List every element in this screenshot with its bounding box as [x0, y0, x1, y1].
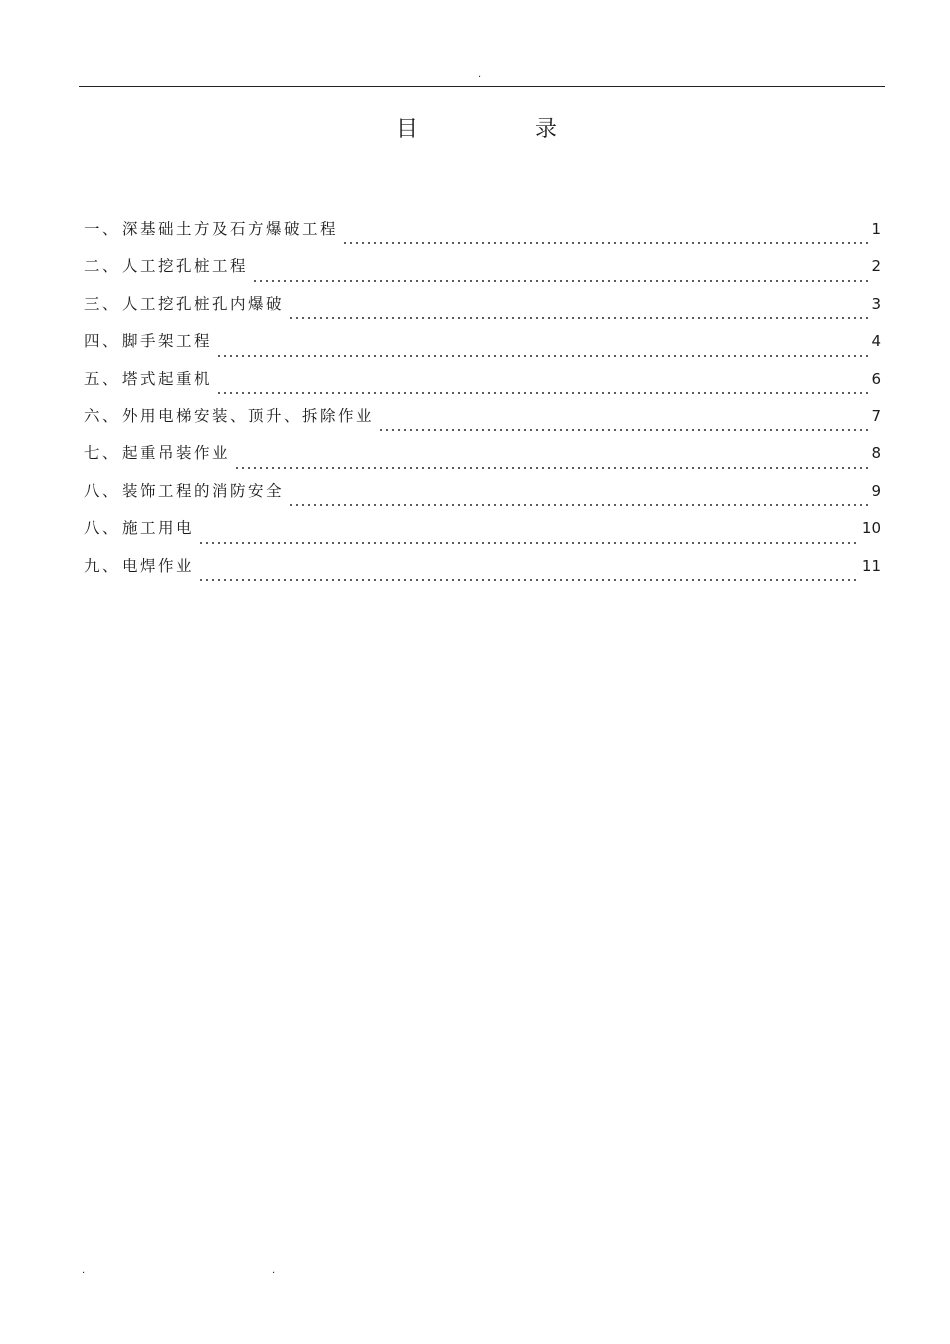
toc-leader-dots — [252, 280, 869, 282]
toc-leader-dots — [342, 242, 869, 244]
toc-entry-label: 外用电梯安装、顶升、拆除作业 — [122, 406, 375, 425]
toc-entry-separator: 、 — [102, 406, 121, 425]
toc-leader-dots — [288, 317, 869, 319]
header-mark: . — [478, 69, 482, 80]
toc-entry-separator: 、 — [102, 369, 121, 388]
toc-entry-separator: 、 — [102, 519, 121, 538]
toc-entry-page: 4 — [871, 332, 881, 351]
toc-entry-label: 人工挖孔桩工程 — [122, 257, 249, 276]
toc-entry-label: 电焊作业 — [122, 556, 195, 575]
page-title-part-1: 目 — [396, 117, 419, 142]
toc-entry[interactable] — [84, 440, 881, 477]
page-title-part-2: 录 — [535, 117, 558, 142]
toc-entry-label: 脚手架工程 — [122, 332, 213, 351]
toc-leader-dots — [234, 467, 869, 469]
toc-entry-number: 一 — [84, 220, 103, 238]
toc-entry-number: 八 — [84, 481, 103, 500]
toc-entry-page: 9 — [871, 481, 881, 500]
toc-entry-number: 九 — [84, 556, 103, 575]
toc-leader-dots — [378, 429, 869, 431]
toc-entry-separator: 、 — [102, 444, 121, 463]
toc-entry-page: 3 — [871, 294, 881, 313]
footer-mark-right: . — [272, 1265, 276, 1276]
toc-entry-label: 起重吊装作业 — [122, 444, 231, 463]
toc-entry-page: 7 — [871, 406, 881, 425]
toc-entry-label: 施工用电 — [122, 519, 195, 538]
toc-leader-dots — [216, 392, 869, 394]
toc-entry-page: 11 — [861, 556, 881, 575]
toc-entry-separator: 、 — [102, 220, 121, 238]
toc-entry-page: 6 — [871, 369, 881, 388]
toc-entry[interactable] — [84, 553, 881, 590]
header-rule — [79, 86, 885, 87]
toc-entry-label: 塔式起重机 — [122, 369, 213, 388]
toc-entry-separator: 、 — [102, 556, 121, 575]
toc-leader-dots — [216, 355, 869, 357]
toc-entry[interactable] — [84, 478, 881, 515]
toc-entry[interactable] — [84, 515, 881, 552]
toc-entry-separator: 、 — [102, 257, 121, 276]
toc-entry-number: 五 — [84, 369, 103, 388]
toc-entry-number: 八 — [84, 519, 103, 538]
toc-entry-page: 10 — [861, 519, 881, 538]
table-of-contents — [84, 216, 881, 590]
footer-mark-left: . — [82, 1265, 86, 1276]
toc-entry-page: 8 — [871, 444, 881, 463]
toc-entry-separator: 、 — [102, 332, 121, 351]
toc-entry[interactable] — [84, 216, 881, 253]
toc-entry-label: 人工挖孔桩孔内爆破 — [122, 294, 285, 313]
toc-entry-number: 六 — [84, 406, 103, 425]
toc-entry[interactable] — [84, 328, 881, 365]
toc-entry-separator: 、 — [102, 481, 121, 500]
toc-entry[interactable] — [84, 366, 881, 403]
toc-entry-number: 四 — [84, 332, 103, 351]
toc-leader-dots — [198, 542, 860, 544]
toc-entry[interactable] — [84, 291, 881, 328]
toc-entry-label: 装饰工程的消防安全 — [122, 481, 285, 500]
toc-entry-number: 七 — [84, 444, 103, 463]
toc-leader-dots — [288, 504, 869, 506]
toc-entry[interactable] — [84, 403, 881, 440]
toc-entry[interactable] — [84, 253, 881, 290]
toc-entry-page: 1 — [871, 220, 881, 238]
toc-entry-number: 三 — [84, 294, 103, 313]
page-title — [0, 116, 950, 146]
toc-entry-number: 二 — [84, 257, 103, 276]
toc-entry-label: 深基础土方及石方爆破工程 — [122, 220, 339, 238]
toc-entry-page: 2 — [871, 257, 881, 276]
toc-leader-dots — [198, 579, 860, 581]
toc-entry-separator: 、 — [102, 294, 121, 313]
